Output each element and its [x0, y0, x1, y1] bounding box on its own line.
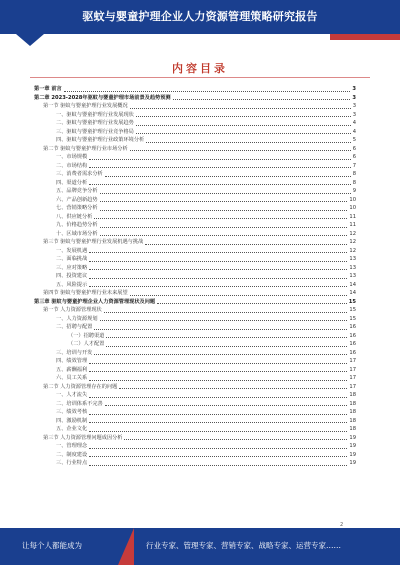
- toc-entry[interactable]: [34, 442, 356, 451]
- toc-entry-label: 第一节 驱蚊与婴童护理行业发展概况: [43, 103, 128, 109]
- toc-leader-dots: [89, 464, 347, 466]
- toc-entry[interactable]: [34, 247, 356, 256]
- toc-leader-dots: [105, 175, 351, 177]
- toc-leader-dots: [100, 234, 348, 236]
- toc-entry-page: 4: [352, 120, 356, 126]
- toc-entry[interactable]: [34, 281, 356, 290]
- toc-entry-label: 一、发展机遇: [56, 247, 88, 254]
- toc-entry-page: 15: [349, 315, 356, 322]
- toc-entry-label: 三、驱蚊与婴童护理行业竞争格局: [56, 128, 134, 135]
- toc-entry-label: 第三节 人力资源管理问题成因分析: [43, 434, 123, 441]
- toc-entry-page: 10: [349, 196, 356, 203]
- toc-entry[interactable]: [34, 264, 356, 273]
- toc-entry[interactable]: [34, 162, 356, 171]
- toc-entry-label: 二、市场结构: [56, 162, 88, 169]
- toc-entry-label: 二、招聘与配置: [56, 324, 93, 330]
- toc-entry[interactable]: [34, 383, 356, 392]
- toc-leader-dots: [124, 438, 347, 440]
- footer-accent-shape: [118, 528, 134, 565]
- toc-leader-dots: [106, 345, 347, 347]
- toc-entry-page: 16: [349, 332, 356, 339]
- toc-entry-page: 15: [349, 307, 356, 313]
- footer-slogan-left: 让每个人都能成为: [22, 541, 82, 550]
- toc-entry-label: 二、面临挑战: [56, 256, 88, 262]
- toc-entry-label: 五、风险提示: [56, 281, 88, 288]
- toc-entry-page: 17: [349, 358, 356, 364]
- toc-leader-dots: [89, 285, 347, 287]
- toc-leader-dots: [89, 260, 347, 262]
- toc-entry-page: 16: [349, 349, 356, 356]
- toc-entry[interactable]: [34, 434, 356, 443]
- toc-entry[interactable]: [34, 255, 356, 264]
- toc-leader-dots: [136, 115, 351, 117]
- header-accent-stripe: [330, 34, 400, 40]
- toc-entry[interactable]: [34, 391, 356, 400]
- toc-entry[interactable]: [34, 306, 356, 315]
- toc-leader-dots: [89, 430, 347, 432]
- toc-entry[interactable]: [34, 196, 356, 205]
- toc-entry-label: 第三章 驱蚊与婴童护理企业人力资源管理现状及问题: [34, 298, 156, 305]
- toc-leader-dots: [136, 124, 351, 126]
- page-number: 2: [340, 522, 344, 528]
- toc-entry-page: 18: [349, 426, 356, 432]
- toc-entry[interactable]: [34, 230, 356, 239]
- toc-entry-label: 四、投资建议: [56, 273, 88, 279]
- toc-entry[interactable]: [34, 289, 356, 298]
- toc-entry-page: 13: [349, 273, 356, 279]
- toc-leader-dots: [89, 251, 347, 253]
- toc-entry[interactable]: [34, 298, 356, 307]
- toc-leader-dots: [89, 370, 347, 372]
- toc-entry[interactable]: [34, 315, 356, 324]
- toc-entry-page: 18: [349, 400, 356, 407]
- toc-entry-label: 三、绩效考核: [56, 409, 88, 415]
- toc-entry-page: 18: [349, 409, 356, 415]
- footer-slogan-right: 行业专家、管理专家、营销专家、战略专家、运营专家……: [146, 541, 341, 550]
- toc-entry[interactable]: [34, 204, 356, 213]
- toc-entry-label: 一、管理理念: [56, 443, 88, 449]
- toc-entry-page: 3: [352, 111, 356, 118]
- toc-leader-dots: [173, 98, 351, 100]
- toc-entry[interactable]: [34, 187, 356, 196]
- toc-entry-page: 14: [349, 281, 356, 288]
- toc-entry-page: 15: [348, 298, 356, 305]
- toc-entry[interactable]: [34, 179, 356, 188]
- toc-entry-label: 第一章 前言: [34, 86, 62, 92]
- toc-entry-label: 一、人力资源规划: [56, 315, 98, 322]
- toc-entry-page: 19: [349, 451, 356, 458]
- toc-entry-page: 5: [352, 137, 356, 143]
- toc-entry[interactable]: [34, 417, 356, 426]
- toc-entry-label: 三、行业特点: [56, 460, 88, 466]
- toc-entry-page: 12: [349, 239, 356, 245]
- toc-entry-label: 四、渠道分析: [56, 179, 88, 186]
- toc-leader-dots: [119, 387, 347, 389]
- toc-leader-dots: [104, 311, 348, 313]
- toc-entry[interactable]: [34, 340, 356, 349]
- toc-entry-label: 七、营销策略分析: [56, 205, 98, 211]
- toc-entry-page: 13: [349, 264, 356, 271]
- toc-leader-dots: [100, 209, 348, 211]
- toc-leader-dots: [136, 132, 351, 134]
- toc-entry-page: 4: [352, 128, 356, 135]
- toc-entry-label: 三、应对策略: [56, 264, 88, 271]
- toc-entry-label: 第四节 驱蚊与婴童护理行业未来展望: [43, 290, 128, 296]
- toc-entry-label: 第二节 人力资源管理存在的问题: [43, 383, 118, 390]
- toc-entry-label: 五、品牌竞争分析: [56, 188, 98, 194]
- toc-leader-dots: [105, 404, 348, 406]
- toc-leader-dots: [89, 362, 347, 364]
- toc-entry-page: 18: [349, 392, 356, 398]
- toc-leader-dots: [89, 268, 347, 270]
- toc-entry-label: 第一节 人力资源管理现状: [43, 307, 102, 313]
- toc-entry-page: 11: [349, 222, 356, 228]
- toc-entry-label: 四、绩效管理: [56, 358, 88, 364]
- toc-entry[interactable]: [34, 128, 356, 137]
- toc-entry[interactable]: [34, 400, 356, 409]
- toc-entry-page: 19: [349, 460, 356, 466]
- toc-leader-dots: [100, 319, 348, 321]
- toc-entry[interactable]: [34, 238, 356, 247]
- toc-entry-label: 十、区域市场分析: [56, 230, 98, 237]
- toc-entry[interactable]: [34, 357, 356, 366]
- toc-entry[interactable]: [34, 170, 356, 179]
- toc-entry-page: 6: [352, 154, 356, 160]
- toc-entry-page: 19: [349, 434, 356, 441]
- toc-leader-dots: [89, 379, 347, 381]
- toc-entry-label: 一、驱蚊与婴童护理行业发展现状: [56, 111, 134, 118]
- toc-entry[interactable]: [34, 323, 356, 332]
- toc-leader-dots: [100, 200, 348, 202]
- toc-entry-label: 九、价格趋势分析: [56, 222, 98, 228]
- toc-entry-page: 8: [352, 179, 356, 186]
- toc-entry-page: 18: [349, 417, 356, 424]
- toc-leader-dots: [89, 396, 347, 398]
- toc-leader-dots: [130, 149, 351, 151]
- toc-entry-page: 16: [349, 341, 356, 347]
- toc-entry-page: 6: [352, 145, 356, 152]
- toc-leader-dots: [89, 447, 347, 449]
- toc-entry[interactable]: [34, 119, 356, 128]
- toc-entry[interactable]: [34, 425, 356, 434]
- toc-entry[interactable]: [34, 408, 356, 417]
- toc-leader-dots: [157, 302, 347, 304]
- toc-entry-page: 7: [352, 162, 356, 169]
- toc-entry-label: （一）招聘渠道: [68, 332, 105, 339]
- toc-entry-page: 3: [352, 94, 356, 101]
- toc-entry-page: 11: [349, 213, 356, 220]
- toc-leader-dots: [94, 217, 347, 219]
- toc-entry-label: 二、驱蚊与婴童护理行业发展趋势: [56, 120, 134, 126]
- toc-entry-page: 17: [349, 383, 356, 390]
- toc-entry[interactable]: [34, 145, 356, 154]
- toc-entry[interactable]: [34, 153, 356, 162]
- toc-leader-dots: [89, 158, 351, 160]
- toc-leader-dots: [89, 166, 351, 168]
- report-title: 驱蚊与婴童护理企业人力资源管理策略研究报告: [82, 10, 318, 23]
- toc-entry-label: 四、驱蚊与婴童护理行业政策环境分析: [56, 137, 145, 143]
- toc-entry[interactable]: [34, 85, 356, 94]
- toc-entry-label: 二、制度建设: [56, 451, 88, 458]
- toc-entry-page: 9: [352, 188, 356, 194]
- toc-entry[interactable]: [34, 451, 356, 460]
- toc-leader-dots: [89, 183, 351, 185]
- toc-leader-dots: [89, 455, 347, 457]
- toc-entry-page: 12: [349, 247, 356, 254]
- toc-entry[interactable]: [34, 213, 356, 222]
- toc-entry[interactable]: [34, 349, 356, 358]
- toc-leader-dots: [64, 90, 351, 92]
- toc-entry[interactable]: [34, 111, 356, 120]
- toc-title: 内容目录: [172, 62, 228, 75]
- toc-entry[interactable]: [34, 366, 356, 375]
- toc-entry[interactable]: [34, 374, 356, 383]
- toc-entry-page: 13: [349, 256, 356, 262]
- toc-entry-label: 第二节 驱蚊与婴童护理行业市场分析: [43, 145, 128, 152]
- toc-entry-label: 四、激励机制: [56, 417, 88, 424]
- toc-leader-dots: [89, 421, 347, 423]
- toc-entry-page: 8: [352, 171, 356, 177]
- toc-entry-page: 17: [349, 366, 356, 373]
- toc-leader-dots: [146, 141, 350, 143]
- toc-entry-page: 12: [349, 230, 356, 237]
- toc-entry[interactable]: [34, 459, 356, 468]
- title-divider: [30, 77, 370, 78]
- toc-entry-label: 第三节 驱蚊与婴童护理行业发展机遇与挑战: [43, 239, 144, 245]
- toc-leader-dots: [130, 294, 348, 296]
- toc-leader-dots: [100, 226, 348, 228]
- toc-entry-label: 六、员工关系: [56, 375, 88, 381]
- toc-entry-page: 16: [349, 324, 356, 330]
- toc-entry-label: 五、薪酬福利: [56, 366, 88, 373]
- toc-entry-label: 三、消费者需求分析: [56, 171, 103, 177]
- toc-leader-dots: [94, 328, 347, 330]
- toc-entry-label: 三、培训与开发: [56, 349, 93, 356]
- toc-entry-label: 二、培训体系不完善: [56, 400, 103, 407]
- toc-leader-dots: [89, 277, 347, 279]
- toc-entry[interactable]: [34, 94, 356, 103]
- toc-entry-label: 一、市场规模: [56, 154, 88, 160]
- toc-entry[interactable]: [34, 136, 356, 145]
- toc-leader-dots: [145, 243, 347, 245]
- table-of-contents: [34, 85, 356, 468]
- toc-entry-page: 3: [352, 86, 356, 92]
- toc-entry-label: 五、企业文化: [56, 426, 88, 432]
- toc-entry-label: 第二章 2023-2028年驱蚊与婴童护理市场前景及趋势预测: [34, 94, 171, 101]
- toc-entry-page: 17: [349, 375, 356, 381]
- toc-entry[interactable]: [34, 332, 356, 341]
- toc-entry-label: 八、供应链分析: [56, 213, 93, 220]
- toc-entry[interactable]: [34, 272, 356, 281]
- toc-entry-page: 10: [349, 205, 356, 211]
- toc-entry-label: 六、产品创新趋势: [56, 196, 98, 203]
- toc-entry[interactable]: [34, 102, 356, 111]
- toc-entry-page: 19: [349, 443, 356, 449]
- toc-entry-label: （二）人才配置: [68, 341, 105, 347]
- toc-leader-dots: [106, 336, 347, 338]
- toc-entry[interactable]: [34, 221, 356, 230]
- header-notch-decoration: [16, 34, 44, 46]
- toc-leader-dots: [94, 353, 347, 355]
- toc-entry-page: 14: [349, 290, 356, 296]
- toc-entry-label: 一、人才流失: [56, 392, 88, 398]
- toc-leader-dots: [89, 413, 347, 415]
- toc-leader-dots: [100, 192, 351, 194]
- toc-leader-dots: [130, 107, 351, 109]
- toc-entry-page: 3: [352, 103, 356, 109]
